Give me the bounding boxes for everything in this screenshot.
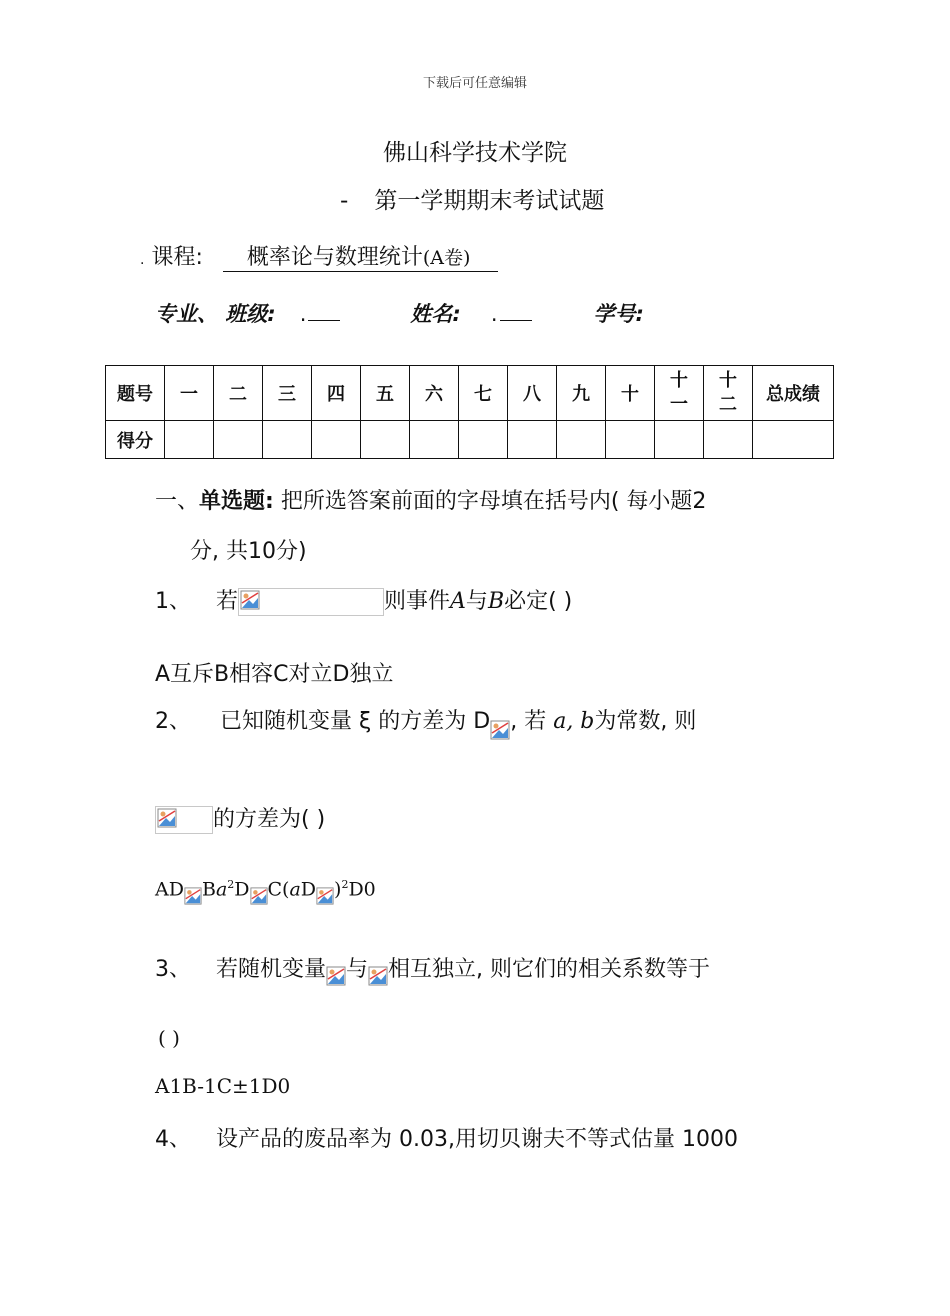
q3-paren: ( ): [158, 1026, 180, 1050]
q3-var-y-image: [368, 966, 388, 988]
q4-number: 4、: [155, 1127, 191, 1152]
exam-term: [340, 182, 604, 215]
score-table-score-row: [106, 421, 834, 459]
question-2: [155, 704, 696, 742]
score-cell[interactable]: [557, 421, 606, 459]
score-cell[interactable]: [655, 421, 704, 459]
q2-option-b-var: a: [215, 878, 228, 901]
major-class-blank[interactable]: [308, 320, 340, 321]
info-dot-1: .: [299, 302, 307, 326]
score-cell[interactable]: [214, 421, 263, 459]
score-table-header-row: [106, 366, 834, 421]
broken-image-icon: [326, 966, 346, 986]
q2-vars: a, b: [553, 709, 595, 734]
q4-text: 设产品的废品率为 0.03,用切贝谢夫不等式估量 1000: [216, 1127, 738, 1152]
q2-text-2: , 若: [510, 709, 547, 734]
question-2-cont: [155, 802, 325, 834]
section-1-title: 单选题:: [199, 489, 274, 514]
score-cell[interactable]: [459, 421, 508, 459]
score-cell[interactable]: [263, 421, 312, 459]
header-note: 下载后可任意编辑: [422, 76, 527, 91]
course-name: 概率论与数理统计: [246, 245, 423, 270]
student-info-line: [155, 298, 644, 328]
name-label: 姓名:: [410, 302, 461, 326]
question-col-8: 八: [508, 366, 557, 421]
broken-image-icon: [250, 887, 268, 905]
question-col-4: 四: [312, 366, 361, 421]
student-id-label: 学号:: [593, 302, 644, 326]
question-col-7: 七: [459, 366, 508, 421]
q3-mid: 与: [346, 957, 369, 982]
q2-option-c: C(: [267, 878, 290, 901]
q2-formula-image: [490, 720, 510, 742]
q2-option-c-close: ): [334, 878, 342, 901]
term-text: 第一学期期末考试试题: [374, 188, 605, 214]
q2-option-d: D0: [348, 878, 376, 901]
q3-text-1: 若随机变量: [216, 957, 327, 982]
question-3: [155, 952, 710, 988]
q3-text-2: 相互独立, 则它们的相关系数等于: [388, 957, 711, 982]
q2-formula-image-2: [155, 806, 213, 834]
q2-text-3: 为常数, 则: [594, 709, 697, 734]
section-1-heading: [155, 484, 706, 515]
question-4: [155, 1122, 738, 1153]
q2-text-4: 的方差为( ): [213, 807, 326, 832]
section-1-instruction-cont: 分, 共10分): [190, 539, 307, 564]
q1-var-a: A: [450, 589, 466, 614]
course-paper: (A卷): [422, 247, 471, 269]
q3-options: A1B-1C±1D0: [155, 1074, 291, 1098]
school-name: 佛山科学技术学院: [383, 140, 567, 166]
score-cell[interactable]: [361, 421, 410, 459]
q2-option-c-var: a: [289, 878, 301, 901]
q2-options: [155, 878, 376, 907]
question-col-10: 十: [606, 366, 655, 421]
question-col-2: 二: [214, 366, 263, 421]
broken-image-icon: [368, 966, 388, 986]
q3-number: 3、: [155, 957, 191, 982]
course-label: 课程:: [151, 245, 203, 270]
q1-formula-image: [238, 588, 384, 616]
broken-image-icon: [316, 887, 334, 905]
broken-image-icon: [240, 590, 260, 610]
score-cell[interactable]: [410, 421, 459, 459]
q2-option-b-sup: 2: [227, 878, 235, 891]
q1-number: 1、: [155, 589, 191, 614]
question-col-1: 一: [165, 366, 214, 421]
q1-mid: 与: [465, 589, 488, 614]
q2-option-c-sup: 2: [341, 878, 349, 891]
q2-option-b-image: [250, 887, 268, 907]
score-cell[interactable]: [312, 421, 361, 459]
question-col-9: 九: [557, 366, 606, 421]
q2-option-a: AD: [155, 878, 184, 901]
q2-option-a-image: [184, 887, 202, 907]
q1-post-a: 则事件: [384, 589, 451, 614]
info-dot-2: .: [490, 302, 498, 326]
question-col-5: 五: [361, 366, 410, 421]
total-score-cell[interactable]: [753, 421, 834, 459]
q2-text-1: 已知随机变量 ξ 的方差为 D: [220, 709, 491, 734]
broken-image-icon: [490, 720, 510, 740]
section-1-instruction: 把所选答案前面的字母填在括号内( 每小题2: [280, 489, 707, 514]
question-col-12: 十 二: [704, 366, 753, 421]
term-dash: -: [340, 188, 349, 214]
major-class-label: 专业、 班级:: [155, 302, 276, 326]
broken-image-icon: [184, 887, 202, 905]
q1-var-b: B: [487, 589, 505, 614]
q2-option-c-image: [316, 887, 334, 907]
name-blank[interactable]: [500, 320, 532, 321]
score-cell[interactable]: [704, 421, 753, 459]
score-cell[interactable]: [508, 421, 557, 459]
broken-image-icon: [157, 808, 177, 828]
score-table: [105, 365, 834, 459]
q1-pre: 若: [216, 589, 239, 614]
q2-option-b: B: [201, 878, 216, 901]
score-cell[interactable]: [165, 421, 214, 459]
q1-post-b: 必定( ): [504, 589, 573, 614]
section-1-number: 一、: [155, 489, 200, 514]
q2-option-b-d: D: [234, 878, 250, 901]
total-score-label: 总成绩: [753, 366, 834, 421]
question-number-label: 题号: [106, 366, 165, 421]
score-cell[interactable]: [606, 421, 655, 459]
q2-option-c-d: D: [300, 878, 317, 901]
course-prefix: .: [140, 252, 145, 268]
course-line: [140, 240, 498, 272]
q1-options: A互斥B相容C对立D独立: [155, 662, 394, 687]
q2-number: 2、: [155, 709, 191, 734]
question-col-11: 十 一: [655, 366, 704, 421]
q3-var-x-image: [326, 966, 346, 988]
course-name-underline: [223, 240, 499, 272]
question-col-3: 三: [263, 366, 312, 421]
question-1: [155, 584, 572, 616]
question-col-6: 六: [410, 366, 459, 421]
score-row-label: 得分: [106, 421, 165, 459]
